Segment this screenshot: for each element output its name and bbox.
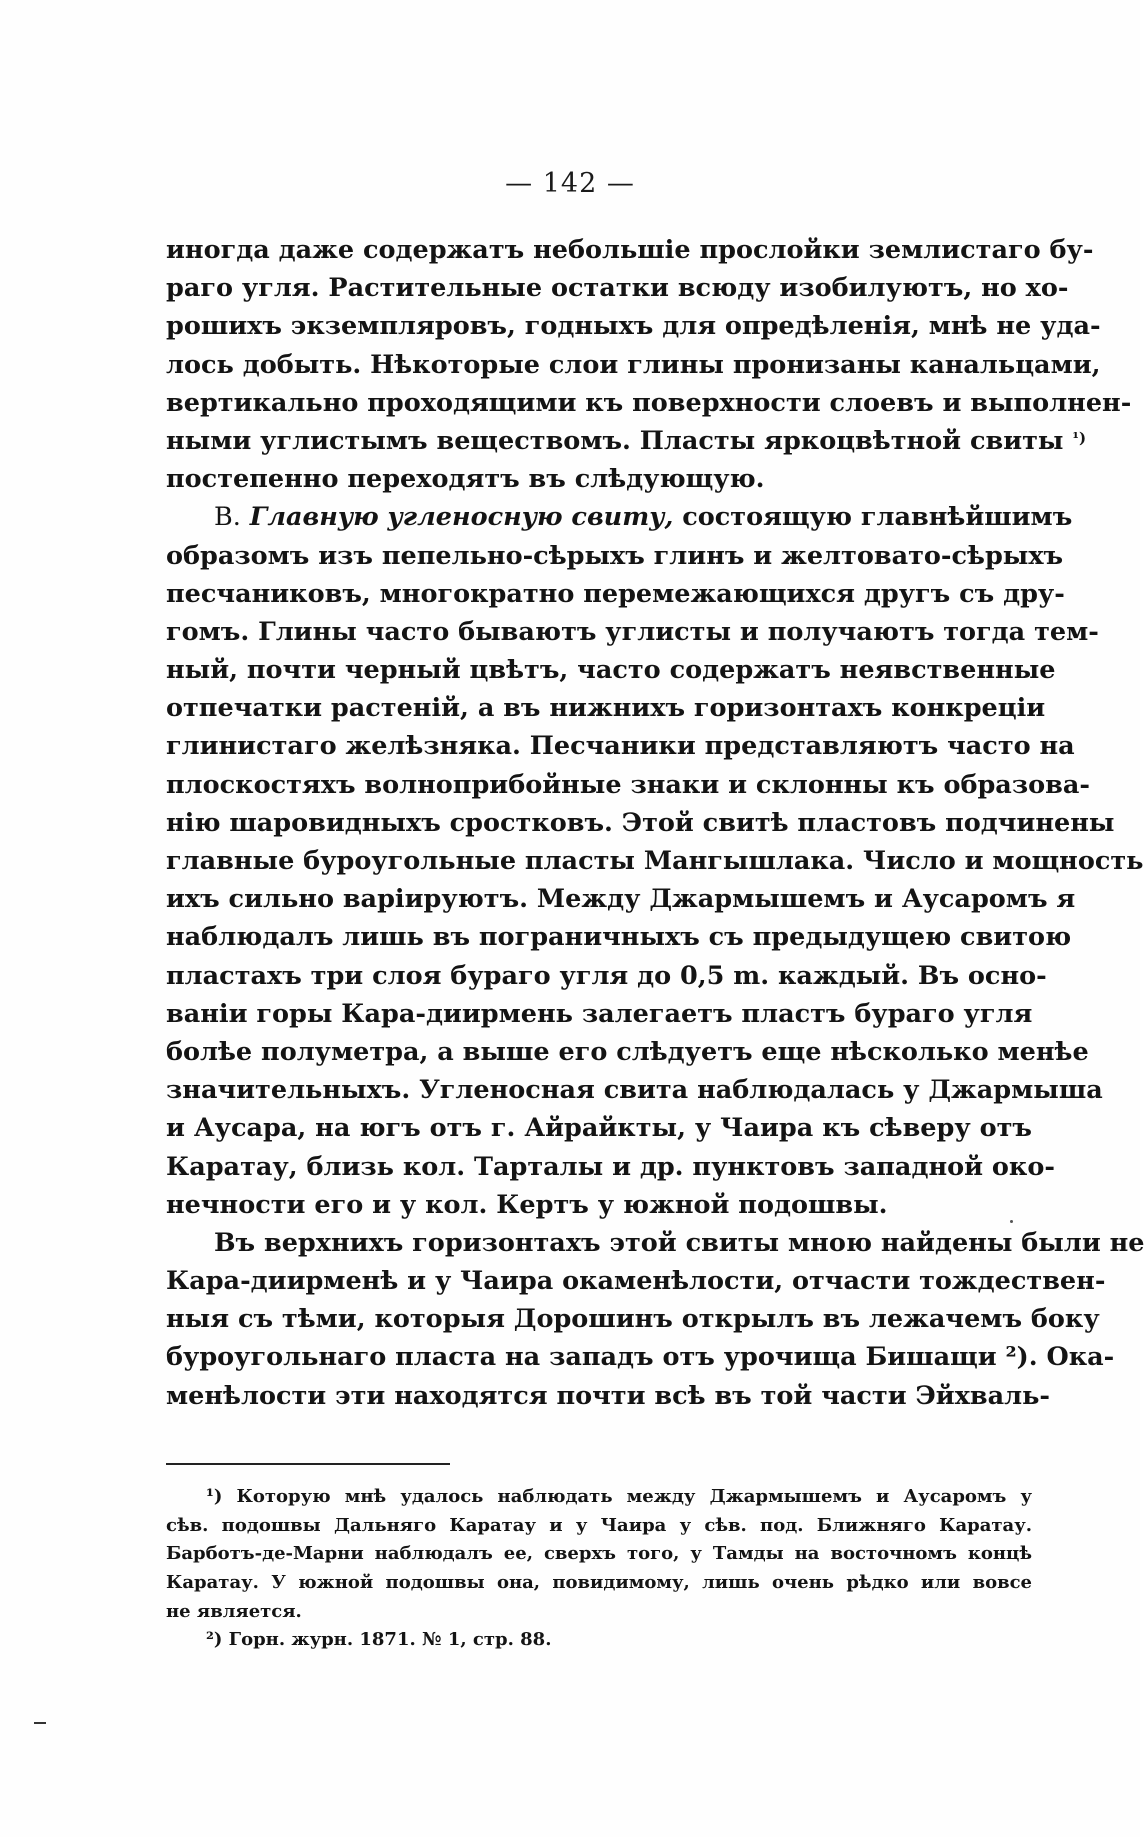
text-line: Въ верхнихъ горизонтахъ этой свиты мною найдены были не [214, 1227, 1145, 1258]
text-line-with-ref [166, 1338, 1115, 1376]
footnote-line: сѣв. подошвы Дальняго Каратау и у Чаира у сѣв. под. Ближняго Каратау. [166, 1514, 1032, 1536]
footnote-line: ²) Горн. журн. 1871. № 1, стр. 88. [206, 1629, 552, 1651]
footnote-line: не является. [166, 1600, 302, 1622]
print-speck [1010, 1220, 1013, 1223]
text-fragment: ными углистымъ веществомъ. Пласты яркоцвѣтной свиты [166, 425, 1064, 456]
text-line: отпечатки растенiй, а въ нижнихъ горизонтахъ конкрецiи [166, 693, 1046, 724]
text-fragment: буроугольнаго пласта на западъ отъ урочища Бишащи [166, 1342, 997, 1373]
text-line: нiю шаровидныхъ сростковъ. Этой свитѣ пластовъ подчинены [166, 807, 1115, 838]
text-line: Каратау, близь кол. Тарталы и др. пунктовъ западной око- [166, 1151, 1055, 1182]
text-line: пластахъ три слоя бураго угля до 0,5 m. каждый. Въ осно- [166, 960, 1047, 991]
text-line: раго угля. Растительные остатки всюду изобилуютъ, но хо- [166, 273, 1069, 304]
section-b-letter: B. [214, 502, 241, 533]
text-line: ванiи горы Кара-диирмень залегаетъ пластъ бураго угля [166, 998, 1033, 1029]
text-line: гомъ. Глины часто бываютъ углисты и получаютъ тогда тем- [166, 616, 1099, 647]
page-number: — 142 — [505, 168, 635, 199]
text-line: ный, почти черный цвѣтъ, часто содержатъ неявственные [166, 655, 1056, 686]
text-line: болѣе полуметра, а выше его слѣдуетъ еще нѣсколько менѣе [166, 1036, 1089, 1067]
text-line: ихъ сильно варiируютъ. Между Джармышемъ и Аусаромъ я [166, 884, 1076, 915]
text-line: Кара-диирменѣ и у Чаира окаменѣлости, отчасти тождествен- [166, 1266, 1106, 1297]
text-line: менѣлости эти находятся почти всѣ въ той части Эйхваль- [166, 1380, 1051, 1411]
text-line: глинистаго желѣзняка. Песчаники представляютъ часто на [166, 731, 1075, 762]
text-line: образомъ изъ пепельно-сѣрыхъ глинъ и желтовато-сѣрыхъ [166, 540, 1064, 571]
footnote-line: Каратау. У южной подошвы она, повидимому, лишь очень рѣдко или вовсе [166, 1572, 1032, 1594]
text-line: ныя съ тѣми, которыя Дорошинъ открылъ въ лежачемъ боку [166, 1304, 1100, 1335]
text-line: вертикально проходящими къ поверхности слоевъ и выполнен- [166, 387, 1132, 418]
margin-mark [34, 1722, 46, 1724]
text-line: постепенно переходятъ въ слѣдующую. [166, 464, 765, 495]
text-line: лось добыть. Нѣкоторые слои глины пронизаны канальцами, [166, 349, 1101, 380]
text-line-with-ref [166, 422, 1087, 460]
footnote-separator [166, 1463, 450, 1465]
footnotes [166, 1483, 1032, 1655]
text-line: рошихъ экземпляровъ, годныхъ для опредѣленiя, мнѣ не уда- [166, 311, 1101, 342]
text-line: песчаниковъ, многократно перемежающихся другъ съ дру- [166, 578, 1065, 609]
footnote-ref-2: ²). Ока- [1005, 1342, 1115, 1373]
section-b-title: Главную угленосную свиту, [249, 502, 674, 533]
text-line: главные буроугольные пласты Мангышлака. Число и мощность [166, 846, 1144, 876]
text-line: и Аусара, на югъ отъ г. Айрайкты, у Чаира къ сѣверу отъ [166, 1113, 1032, 1144]
section-b-rest: состоящую главнѣйшимъ [682, 502, 1073, 533]
footnote-line: ¹) Которую мнѣ удалось наблюдать между Джармышемъ и Аусаромъ у [206, 1486, 1032, 1507]
footnote-line: Барботъ-де-Марни наблюдалъ ее, сверхъ того, у Тамды на восточномъ концѣ [166, 1543, 1032, 1565]
text-line: плоскостяхъ волноприбойные знаки и склонны къ образова- [166, 769, 1090, 800]
text-line: значительныхъ. Угленосная свита наблюдалась у Джармыша [166, 1075, 1103, 1106]
section-b-heading-line [166, 498, 1073, 536]
footnote-ref-1: ¹) [1072, 428, 1087, 447]
text-line: нечности его и у кол. Кертъ у южной подошвы. [166, 1189, 888, 1220]
text-line: иногда даже содержатъ небольшiе прослойки землистаго бу- [166, 235, 1094, 265]
main-text [166, 231, 1145, 1415]
text-line: наблюдалъ лишь въ пограничныхъ съ предыдущею свитою [166, 922, 1072, 953]
